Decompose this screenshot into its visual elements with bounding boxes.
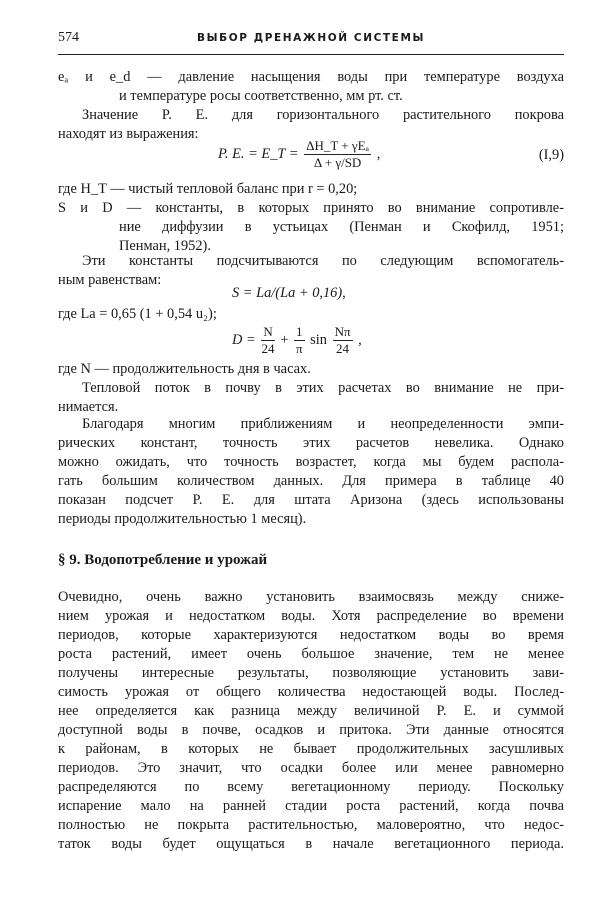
section-heading: § 9. Водопотребление и урожай [58, 552, 268, 568]
text-line: периодов. Это значит, что осадки более или менее равномерно [58, 760, 564, 776]
text-line: периодов, которые характеризуются недостатком воды во время [58, 627, 564, 643]
equation-tail: , [376, 145, 381, 162]
text-line: нимается. [58, 399, 119, 415]
text-line: ние диффузии в устьицах (Пенман и Скофилд, 1951; [119, 219, 564, 235]
equation-fraction [261, 324, 274, 357]
text-line: где N — продолжительность дня в часах. [58, 361, 311, 377]
text-line: Пенман, 1952). [119, 238, 211, 254]
equation-text: S = La/(La + 0,16), [232, 285, 346, 301]
text-line: доступной воды в почве, осадков и притока. Эти данные относятся [58, 722, 564, 738]
definition-ea-ed [58, 68, 564, 106]
text-line: нее определяется как разница между величиной P. E. и суммой [58, 703, 564, 719]
text-line: получены интересные результаты, позволяющие установить зави- [58, 665, 564, 681]
equation-number: (I,9) [538, 147, 564, 163]
equation-fraction [304, 138, 371, 171]
fraction-denominator: π [296, 341, 303, 356]
text-line: показан подсчет P. E. для штата Аризона (здесь использованы [58, 492, 564, 508]
text-line: Тепловой поток в почву в этих расчетах во внимание не при- [82, 380, 564, 396]
equation-s [232, 285, 346, 302]
text-line: роста растений, имеет очень большое значение, тем не менее [58, 646, 564, 662]
text-line: eₐ и e_d — давление насыщения воды при температуре воздуха [58, 69, 564, 85]
text-line: Очевидно, очень важно установить взаимосвязь между сниже- [58, 589, 564, 605]
text-line: Эти константы подсчитываются по следующим вспомогатель- [82, 253, 564, 269]
text-line: таток воды будет ощущаться в начале вегетационного периода. [58, 836, 564, 852]
plus-sign: + [280, 331, 289, 348]
text-line: нием урожая и недостатком воды. Хотя распределение во времени [58, 608, 564, 624]
definition-ht-sd [58, 180, 564, 256]
text-line: Значение P. E. для горизонтального растительного покрова [82, 107, 564, 123]
text-line: полностью не покрыта растительностью, маловероятно, что недос- [58, 817, 564, 833]
text-line: симость урожая от общего количества недостающей воды. Послед- [58, 684, 564, 700]
equation-lhs: D = [232, 331, 256, 348]
paragraph-water-yield [58, 588, 564, 854]
equation-tail: , [358, 331, 362, 348]
text-line: Благодаря многим приближениям и неопределенности эмпи- [82, 416, 564, 432]
equation-lhs: P. E. = E_T = [218, 145, 299, 162]
text-line: периоды продолжительностью 1 месяц). [58, 511, 307, 527]
fraction-denominator: 24 [261, 341, 275, 356]
text-line: распределяются по всему вегетационному периоду. Поскольку [58, 779, 564, 795]
text-line: можно ожидать, что точность возрастет, когда мы будем распола- [58, 454, 564, 470]
equation-fraction [294, 324, 305, 357]
text-line: к районам, в которых не бывает продолжительных засушливых [58, 741, 564, 757]
definition-n [58, 360, 564, 417]
equation-d [232, 324, 362, 357]
text-line: находят из выражения: [58, 126, 199, 142]
paragraph-accuracy [58, 415, 564, 529]
fraction-numerator: ΔH_T + γEₐ [306, 138, 370, 153]
page-number: 574 [58, 30, 79, 45]
equation-text: где La = 0,65 (1 + 0,54 u₂); [58, 306, 217, 322]
fraction-numerator: Nπ [334, 324, 351, 339]
fraction-numerator: N [263, 324, 273, 339]
page-header [58, 28, 564, 55]
fraction-numerator: 1 [296, 324, 303, 339]
running-title: ВЫБОР ДРЕНАЖНОЙ СИСТЕМЫ [197, 32, 425, 44]
text-line: где H_T — чистый тепловой баланс при r = 0,20; [58, 181, 358, 197]
text-line: рических констант, точность этих расчетов невелика. Однако [58, 435, 564, 451]
sine-function: sin [310, 331, 327, 348]
text-line: и температуре росы соответственно, мм рт. ст. [119, 88, 403, 104]
text-line: испарение мало на ранней стадии роста растений, когда почва [58, 798, 564, 814]
text-line: гать большим количеством данных. Для примера в таблице 40 [58, 473, 564, 489]
fraction-denominator: Δ + γ/SD [313, 155, 362, 170]
fraction-denominator: 24 [336, 341, 350, 356]
text-line: ным равенствам: [58, 272, 162, 288]
text-line: S и D — константы, в которых принято во внимание сопротивле- [58, 200, 564, 216]
equation-pe [218, 138, 380, 171]
equation-fraction [333, 324, 353, 357]
equation-la [58, 306, 217, 323]
